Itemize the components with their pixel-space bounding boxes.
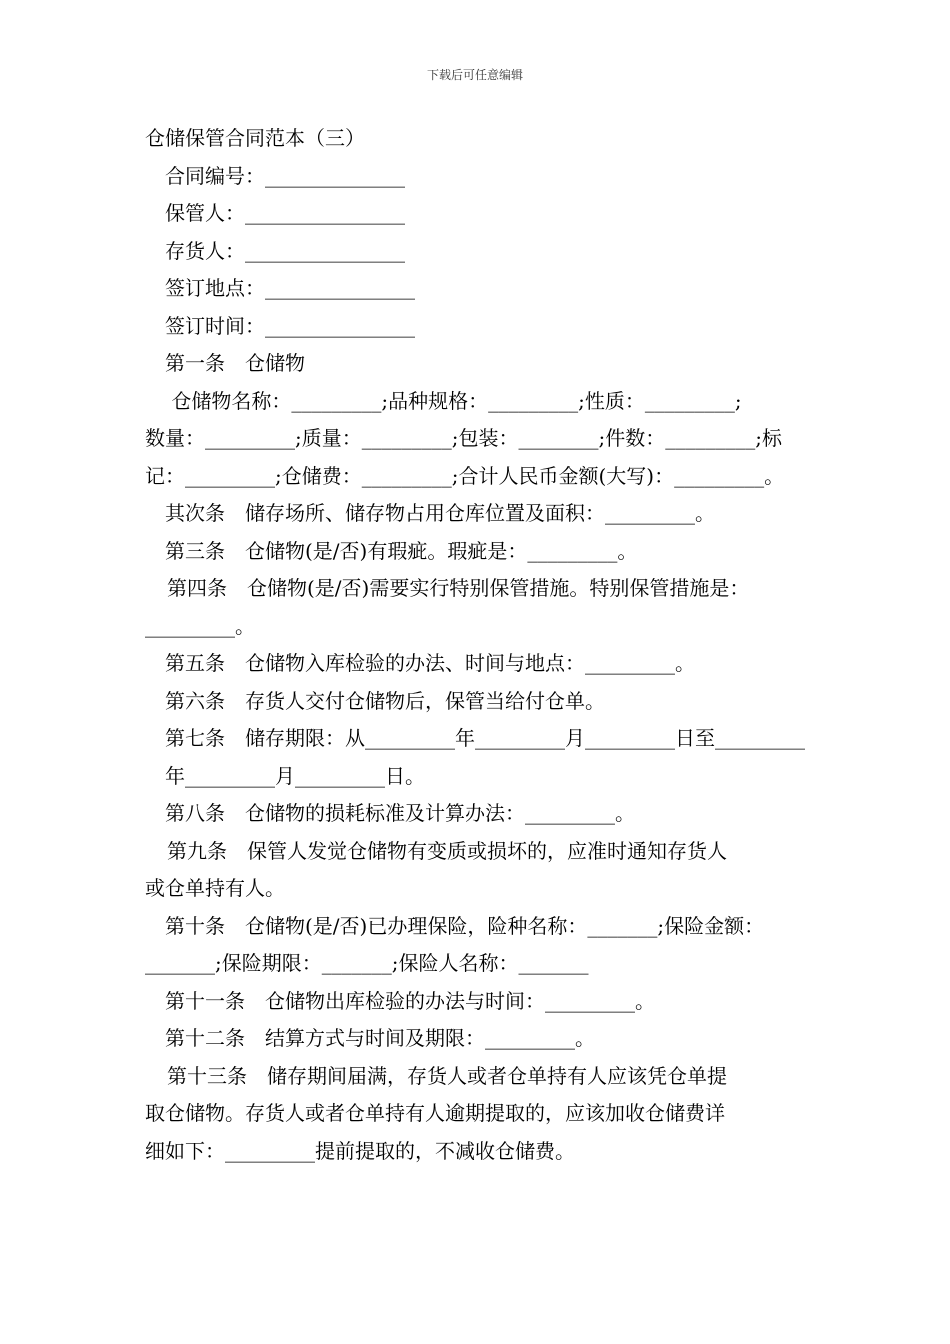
article-3: 第三条 仓储物(是/否)有瑕疵。瑕疵是：_________。 — [165, 538, 638, 563]
article-13-second: 取仓储物。存货人或者仓单持有人逾期提取的，应该加收仓储费详 — [145, 1101, 725, 1125]
contract-number-field: 合同编号：______________ — [165, 163, 405, 188]
article-10-first: 第十条 仓储物(是/否)已办理保险，险种名称：_______;保险金额： — [165, 913, 765, 938]
article-1-title: 第一条 仓储物 — [165, 351, 305, 375]
article-9-first: 第九条 保管人发觉仓储物有变质或损坏的，应准时通知存货人 — [167, 838, 727, 863]
article-4-rest: _________。 — [145, 613, 255, 638]
article-4-first: 第四条 仓储物(是/否)需要实行特别保管措施。特别保管措施是： — [167, 576, 750, 600]
article-1-body-rest: 数量：_________;质量：_________;包装：________;件数：_________;标记：_________;仓储费：_________;合计人民币金额(大写)：_________。 — [145, 426, 785, 488]
contract-title: 仓储保管合同范本（三） — [145, 126, 365, 150]
article-13-third: 细如下：_________提前提取的，不减收仓储费。 — [145, 1138, 575, 1163]
article-6: 第六条 存货人交付仓储物后，保管当给付仓单。 — [165, 688, 605, 713]
article-13-first: 第十三条 储存期间届满，存货人或者仓单持有人应该凭仓单提 — [167, 1063, 727, 1088]
depositor-field: 存货人：________________ — [165, 238, 405, 263]
article-7: 第七条 储存期限：从_________年_________月_________日至_________年_________月_________日。 — [165, 726, 805, 788]
article-9-rest: 或仓单持有人。 — [145, 876, 285, 900]
article-5: 第五条 仓储物入库检验的办法、时间与地点：_________。 — [165, 651, 695, 675]
sign-time-field: 签订时间：_______________ — [165, 313, 415, 338]
article-8: 第八条 仓储物的损耗标准及计算办法：_________。 — [165, 801, 635, 825]
page-header-note: 下载后可任意编辑 — [426, 68, 523, 82]
article-12: 第十二条 结算方式与时间及期限：_________。 — [165, 1026, 595, 1050]
article-1-body-first: 仓储物名称：_________;品种规格：_________;性质：_________; — [165, 388, 742, 413]
contract-document — [145, 120, 813, 1170]
sign-place-field: 签订地点：_______________ — [165, 276, 415, 300]
article-10-rest: _______;保险期限：_______;保险人名称：_______ — [145, 951, 589, 975]
custodian-field: 保管人：________________ — [165, 201, 405, 225]
article-11: 第十一条 仓储物出库检验的办法与时间：_________。 — [165, 988, 655, 1013]
article-2: 其次条 储存场所、储存物占用仓库位置及面积：_________。 — [165, 501, 715, 525]
